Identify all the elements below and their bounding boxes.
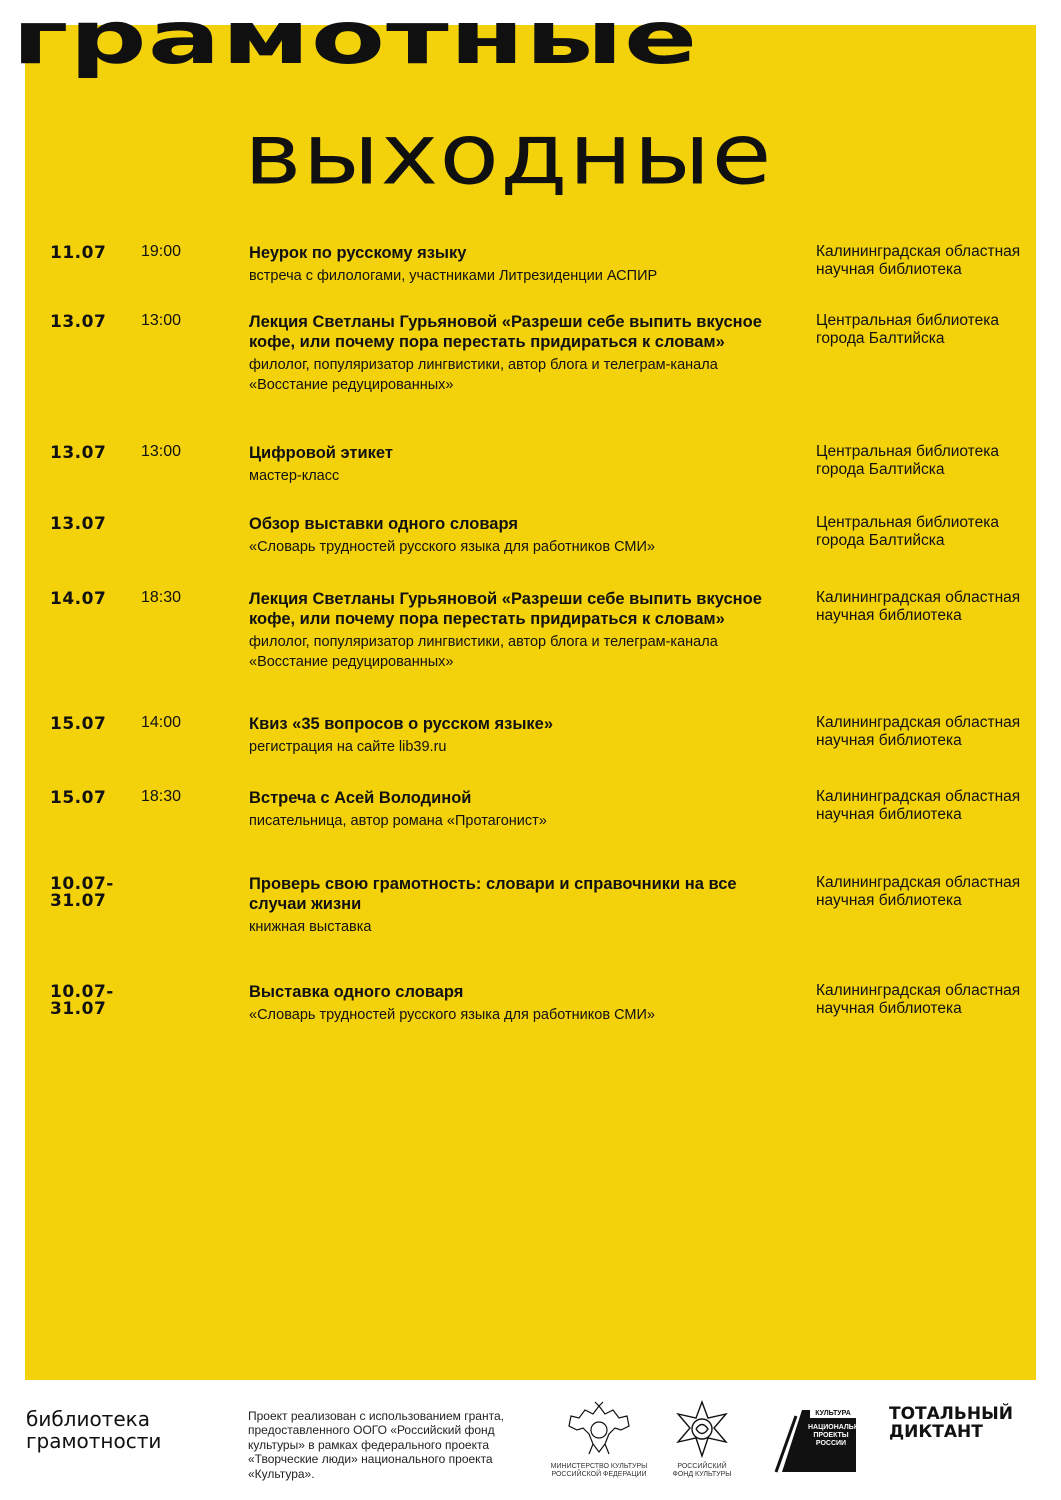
event-description: филолог, популяризатор лингвистики, автор блога и телеграм-канала «Восстание редуцированных» [249, 357, 718, 393]
event-time: 18:30 [141, 589, 182, 606]
event-description: писательница, автор романа «Протагонист» [249, 813, 547, 829]
event-place: Центральная библиотека города Балтийска [816, 443, 999, 478]
event-place: Центральная библиотека города Балтийска [816, 514, 999, 549]
eagle-emblem-icon [549, 1400, 649, 1458]
event-date: 13.07 [50, 312, 107, 332]
poster-background [25, 25, 1036, 1380]
event-body [249, 443, 789, 486]
page-subtitle: выходные [244, 105, 773, 204]
event-date: 15.07 [50, 788, 107, 808]
national-projects-label: НАЦИОНАЛЬНЫЕ ПРОЕКТЫ РОССИИ [808, 1424, 871, 1447]
event-date: 11.07 [50, 243, 107, 263]
event-time: 19:00 [141, 243, 182, 260]
event-description: мастер-класс [249, 468, 340, 484]
event-title: Неурок по русскому языку [249, 244, 467, 262]
event-date: 13.07 [50, 514, 107, 534]
event-place: Калининградская областная научная библиотека [816, 243, 1021, 278]
event-place: Калининградская областная научная библиотека [816, 788, 1021, 823]
event-description: филолог, популяризатор лингвистики, автор блога и телеграм-канала «Восстание редуцированных» [249, 634, 718, 670]
event-body [249, 589, 779, 672]
event-date: 10.07-31.07 [50, 982, 114, 1019]
event-time: 18:30 [141, 788, 182, 805]
event-date: 10.07-31.07 [50, 874, 114, 911]
event-title: Лекция Светланы Гурьяновой «Разреши себе выпить вкусное кофе, или почему пора перестать придираться к словам» [249, 313, 762, 351]
event-title: Встреча с Асей Володиной [249, 789, 472, 807]
event-description: встреча с филологами, участниками Литрезиденции АСПИР [249, 268, 658, 284]
star-emblem-icon [672, 1400, 732, 1458]
event-title: Обзор выставки одного словаря [249, 515, 518, 533]
event-body [249, 514, 789, 557]
event-description: книжная выставка [249, 919, 372, 935]
event-place: Калининградская областная научная библиотека [816, 874, 1021, 909]
event-date: 15.07 [50, 714, 107, 734]
event-title: Цифровой этикет [249, 444, 393, 462]
page-title: грамотные [12, 0, 699, 81]
culture-fund-logo [672, 1400, 732, 1480]
event-body [249, 982, 789, 1025]
event-place: Центральная библиотека города Балтийска [816, 312, 999, 347]
event-date: 13.07 [50, 443, 107, 463]
event-time: 13:00 [141, 443, 182, 460]
event-body [249, 874, 749, 937]
event-title: Выставка одного словаря [249, 983, 464, 1001]
event-body [249, 312, 779, 395]
event-body [249, 788, 789, 831]
event-place: Калининградская областная научная библиотека [816, 589, 1021, 624]
culture-label: КУЛЬТУРА [810, 1410, 856, 1418]
library-logo-line1: библиотека [26, 1407, 150, 1431]
library-logo-line2: грамотности [26, 1429, 162, 1453]
event-place: Калининградская областная научная библиотека [816, 982, 1021, 1017]
national-projects-logo [772, 1402, 871, 1474]
event-time: 13:00 [141, 312, 182, 329]
ministry-logo [549, 1400, 649, 1480]
event-description: «Словарь трудностей русского языка для работников СМИ» [249, 539, 655, 555]
fund-caption: РОССИЙСКИЙ ФОНД КУЛЬТУРЫ [672, 1463, 732, 1478]
event-time: 14:00 [141, 714, 182, 731]
ministry-caption: МИНИСТЕРСТВО КУЛЬТУРЫ РОССИЙСКОЙ ФЕДЕРАЦИИ [550, 1463, 648, 1478]
event-place: Калининградская областная научная библиотека [816, 714, 1021, 749]
event-description: регистрация на сайте lib39.ru [249, 739, 447, 755]
dictant-line1: ТОТАЛЬНЫЙ [889, 1404, 1013, 1424]
library-logo [26, 1408, 226, 1452]
event-description: «Словарь трудностей русского языка для работников СМИ» [249, 1007, 655, 1023]
dictant-line2: ДИКТАНТ [889, 1422, 983, 1442]
event-date: 14.07 [50, 589, 107, 609]
event-body [249, 243, 789, 286]
total-dictation-logo [889, 1405, 1039, 1441]
event-title: Проверь свою грамотность: словари и справочники на все случаи жизни [249, 875, 737, 913]
event-body [249, 714, 789, 757]
event-title: Квиз «35 вопросов о русском языке» [249, 715, 554, 733]
grant-notice: Проект реализован с использованием гранта, предоставленного ООГО «Российский фонд культуры» в рамках федерального проекта «Творческие люди» национального проекта «Культура». [248, 1409, 504, 1481]
event-title: Лекция Светланы Гурьяновой «Разреши себе выпить вкусное кофе, или почему пора перестать придираться к словам» [249, 590, 762, 628]
